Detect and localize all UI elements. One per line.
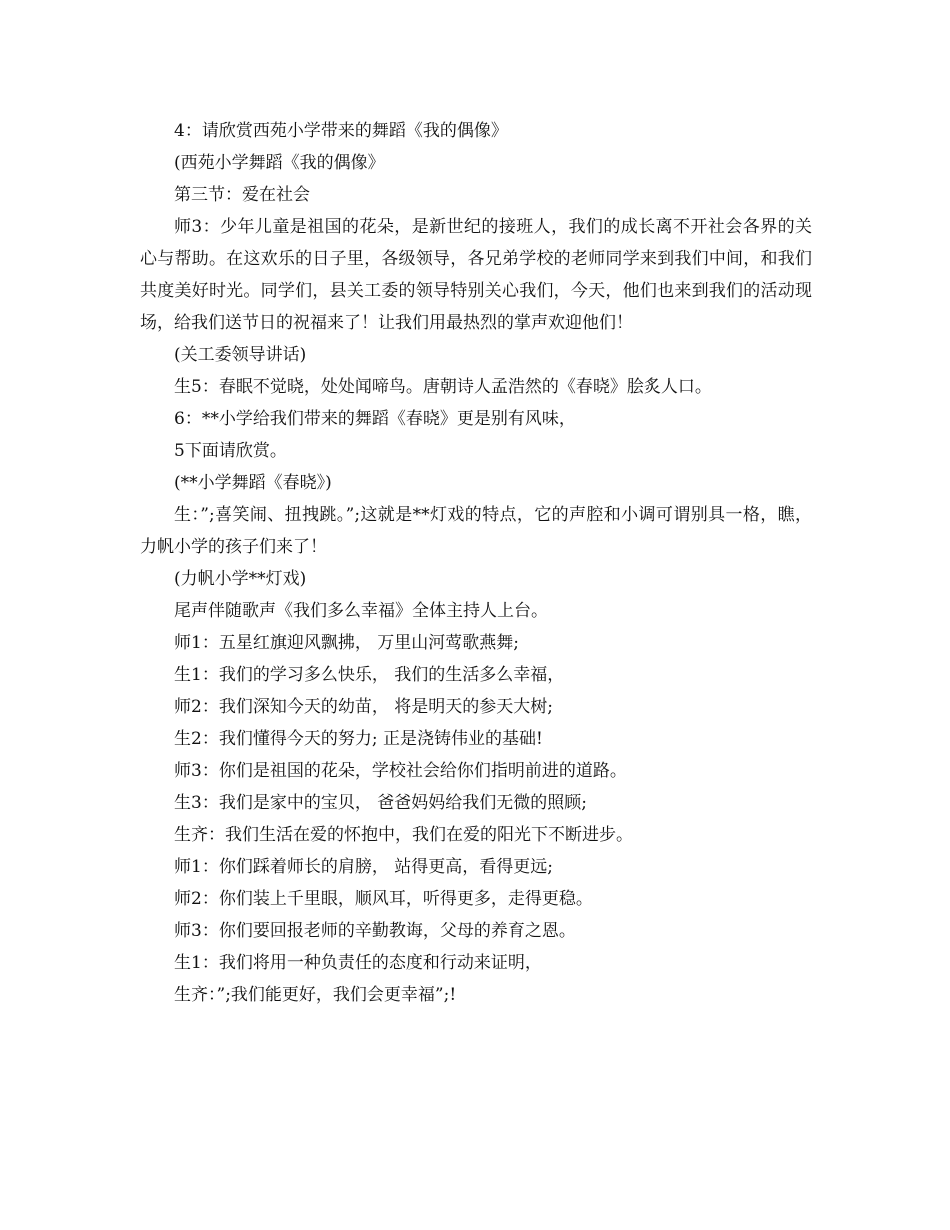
paragraph: 生：”;喜笑闹、扭拽跳。”;这就是**灯戏的特点，它的声腔和小调可谓别具一格，瞧，力帆小学的孩子们来了！ <box>140 505 812 557</box>
section-heading: 第三节：爱在社会 <box>174 185 310 205</box>
document-body <box>140 115 812 1011</box>
paragraph: 生齐：我们生活在爱的怀抱中，我们在爱的阳光下不断进步。 <box>174 825 633 845</box>
paragraph: 师3：少年儿童是祖国的花朵，是新世纪的接班人，我们的成长离不开社会各界的关心与帮助。在这欢乐的日子里，各级领导，各兄弟学校的老师同学来到我们中间，和我们共度美好时光。同学们，县关工委的领导特别关心我们，今天，他们也来到我们的活动现场，给我们送节日的祝福来了！让我们用最热烈的掌声欢迎他们！ <box>140 217 812 333</box>
paragraph: (力帆小学**灯戏) <box>174 569 307 589</box>
paragraph: (**小学舞蹈《春晓》) <box>174 473 332 493</box>
paragraph: 生1：我们将用一种负责任的态度和行动来证明， <box>174 953 542 973</box>
paragraph: 生齐：”;我们能更好，我们会更幸福”;! <box>174 985 457 1005</box>
paragraph: 尾声伴随歌声《我们多么幸福》全体主持人上台。 <box>174 601 548 621</box>
paragraph: 生2：我们懂得今天的努力; 正是浇铸伟业的基础! <box>174 729 543 749</box>
paragraph: 师1：你们踩着师长的肩膀， 站得更高，看得更远; <box>174 857 553 877</box>
paragraph: 师2：你们装上千里眼，顺风耳，听得更多，走得更稳。 <box>174 889 593 909</box>
paragraph: 师1：五星红旗迎风飘拂， 万里山河莺歌燕舞; <box>174 633 519 653</box>
paragraph: 5下面请欣赏。 <box>174 441 287 461</box>
paragraph: 6：**小学给我们带来的舞蹈《春晓》更是别有风味， <box>174 409 576 429</box>
paragraph: (关工委领导讲话) <box>174 345 307 365</box>
paragraph: 4：请欣赏西苑小学带来的舞蹈《我的偶像》 <box>174 121 508 141</box>
paragraph: 师3：你们是祖国的花朵，学校社会给你们指明前进的道路。 <box>174 761 627 781</box>
paragraph: 师3：你们要回报老师的辛勤教诲，父母的养育之恩。 <box>174 921 576 941</box>
paragraph: 生5：春眠不觉晓，处处闻啼鸟。唐朝诗人孟浩然的《春晓》脍炙人口。 <box>174 377 712 397</box>
paragraph: 师2：我们深知今天的幼苗， 将是明天的参天大树; <box>174 697 553 717</box>
paragraph: 生1：我们的学习多么快乐， 我们的生活多么幸福， <box>174 665 565 685</box>
paragraph: (西苑小学舞蹈《我的偶像》 <box>174 153 385 173</box>
paragraph: 生3：我们是家中的宝贝， 爸爸妈妈给我们无微的照顾; <box>174 793 587 813</box>
